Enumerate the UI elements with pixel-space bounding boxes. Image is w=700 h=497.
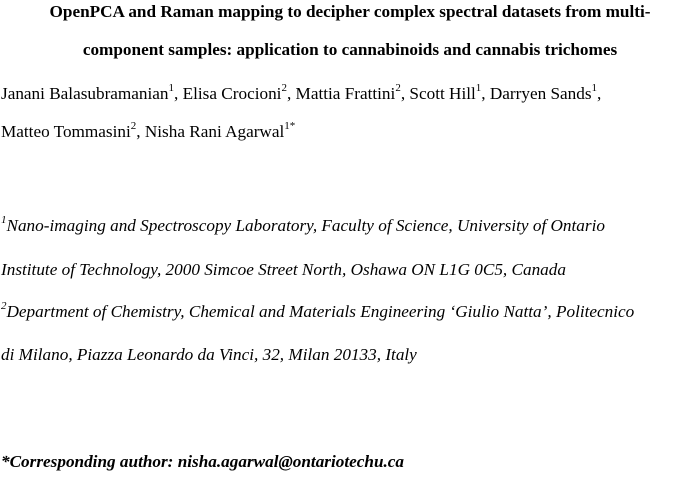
author-affiliation-mark: 1	[475, 82, 482, 95]
affiliation-text: Nano-imaging and Spectroscopy Laboratory, Faculty of Science, University of Ontario	[6, 216, 605, 235]
author-name: Matteo Tommasini	[1, 122, 131, 141]
author-list-line-1	[1, 84, 601, 104]
paper-title-line-1: OpenPCA and Raman mapping to decipher complex spectral datasets from multi-	[49, 2, 651, 21]
affiliation-1-line-1	[1, 216, 605, 236]
author-list-line-2	[1, 122, 295, 142]
author-name: Darryen Sands	[489, 84, 592, 103]
author-affiliation-mark: 1*	[284, 120, 296, 133]
affiliation-1-line-2: Institute of Technology, 2000 Simcoe Street North, Oshawa ON L1G 0C5, Canada	[1, 260, 566, 279]
affiliation-text: Department of Chemistry, Chemical and Materials Engineering ‘Giulio Natta’, Politecnico	[6, 302, 635, 321]
author-separator: ,	[174, 84, 183, 103]
author-name: Mattia Frattini	[295, 84, 396, 103]
paper-title-line-2: component samples: application to cannabinoids and cannabis trichomes	[82, 40, 618, 59]
author-name: Scott Hill	[409, 84, 476, 103]
author-name: Nisha Rani Agarwal	[144, 122, 285, 141]
author-affiliation-mark: 1	[591, 82, 598, 95]
author-separator: ,	[136, 122, 145, 141]
affiliation-2-line-2: di Milano, Piazza Leonardo da Vinci, 32, Milan 20133, Italy	[1, 345, 417, 364]
author-separator: ,	[286, 84, 296, 103]
author-name: Janani Balasubramanian	[1, 84, 169, 103]
author-separator: ,	[400, 84, 410, 103]
affiliation-number: 2	[1, 300, 7, 313]
corresponding-author: *Corresponding author: nisha.agarwal@ontariotechu.ca	[1, 452, 405, 471]
author-affiliation-mark: 2	[130, 120, 137, 133]
author-affiliation-mark: 1	[168, 82, 175, 95]
affiliation-2-line-1	[1, 302, 634, 322]
author-separator: ,	[481, 84, 490, 103]
author-affiliation-mark: 2	[281, 82, 287, 95]
author-affiliation-mark: 2	[395, 82, 401, 95]
author-name: Elisa Crocioni	[182, 84, 282, 103]
affiliation-number: 1	[1, 214, 7, 227]
author-separator: ,	[597, 84, 602, 103]
